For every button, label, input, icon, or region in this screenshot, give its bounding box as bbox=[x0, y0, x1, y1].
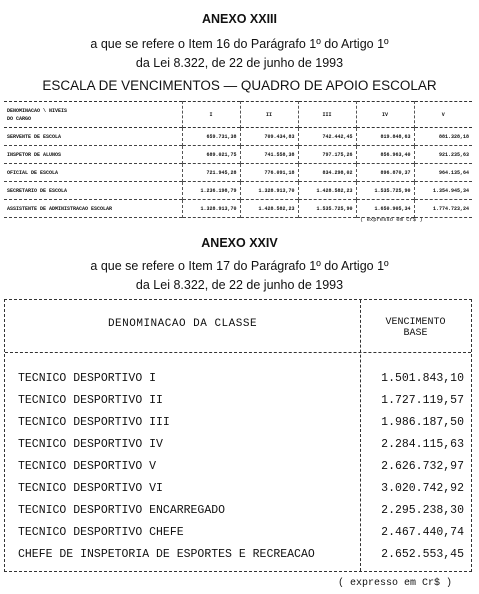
base-salary-cell: 2.652.553,45 bbox=[381, 548, 464, 561]
class-name-cell: TECNICO DESPORTIVO IV bbox=[18, 438, 163, 451]
salary-cell: 721.945,28 bbox=[182, 164, 240, 182]
salary-scale-table bbox=[4, 101, 472, 218]
salary-cell: 856.963,40 bbox=[356, 146, 414, 164]
job-title-cell: SERVENTE DE ESCOLA bbox=[7, 133, 62, 140]
table-row bbox=[5, 372, 471, 394]
salary-cell: 742.442,45 bbox=[298, 128, 356, 146]
table-row bbox=[5, 526, 471, 548]
salary-cell: 1.535.725,90 bbox=[356, 182, 414, 200]
salary-cell: 964.135,64 bbox=[414, 164, 472, 182]
class-name-cell: TECNICO DESPORTIVO II bbox=[18, 394, 163, 407]
salary-cell: 1.328.913,70 bbox=[240, 182, 298, 200]
base-salary-cell: 1.501.843,10 bbox=[381, 372, 464, 385]
salary-cell: 709.434,83 bbox=[240, 128, 298, 146]
job-title-cell: INSPETOR DE ALUNOS bbox=[7, 151, 62, 158]
salary-cell: 896.870,37 bbox=[356, 164, 414, 182]
header-denomination-line1: DENOMINACAO \ NIVEIS bbox=[7, 107, 68, 114]
base-salary-cell: 1.986.187,50 bbox=[381, 416, 464, 429]
level-header: I bbox=[182, 102, 240, 128]
base-salary-cell: 2.295.238,30 bbox=[381, 504, 464, 517]
annex-23-table-heading: ESCALA DE VENCIMENTOS — QUADRO DE APOIO ESCOLAR bbox=[42, 78, 437, 93]
base-salary-header-line2: BASE bbox=[403, 328, 428, 339]
annex-23-currency-note: ( expresso em Cr$ ) bbox=[360, 216, 423, 223]
table-row bbox=[5, 482, 471, 504]
base-salary-cell: 2.284.115,63 bbox=[381, 438, 464, 451]
base-salary-cell: 1.727.119,57 bbox=[381, 394, 464, 407]
annex-24-subtitle: a que se refere o Item 17 do Parágrafo 1º do Artigo 1º bbox=[90, 259, 389, 273]
annex-23-title: ANEXO XXIII bbox=[201, 12, 278, 26]
class-name-cell: TECNICO DESPORTIVO III bbox=[18, 416, 170, 429]
salary-cell: 881.328,18 bbox=[414, 128, 472, 146]
class-name-header: DENOMINACAO DA CLASSE bbox=[107, 318, 258, 330]
salary-cell: 1.236.198,79 bbox=[182, 182, 240, 200]
salary-cell: 921.235,63 bbox=[414, 146, 472, 164]
salary-cell: 659.731,38 bbox=[182, 128, 240, 146]
base-salary-header bbox=[360, 317, 471, 339]
base-salary-cell: 3.020.742,92 bbox=[381, 482, 464, 495]
salary-cell: 1.535.725,90 bbox=[298, 200, 356, 218]
salary-scale-header-denomination bbox=[4, 102, 182, 128]
job-title-cell: OFICIAL DE ESCOLA bbox=[7, 169, 59, 176]
base-salary-header-line1: VENCIMENTO bbox=[385, 317, 446, 328]
level-header: II bbox=[240, 102, 298, 128]
annex-24-title: ANEXO XXIV bbox=[201, 236, 278, 250]
level-header: IV bbox=[356, 102, 414, 128]
class-name-cell: TECNICO DESPORTIVO I bbox=[18, 372, 157, 385]
salary-cell: 1.428.582,23 bbox=[240, 200, 298, 218]
table-row bbox=[4, 128, 472, 146]
annex-23-law-reference: da Lei 8.322, de 22 de junho de 1993 bbox=[135, 56, 344, 70]
salary-cell: 741.558,38 bbox=[240, 146, 298, 164]
table-row bbox=[4, 182, 472, 200]
annex-23-subtitle: a que se refere o Item 16 do Parágrafo 1º do Artigo 1º bbox=[90, 37, 389, 51]
job-title-cell: SECRETARIO DE ESCOLA bbox=[7, 187, 68, 194]
salary-cell: 1.354.945,34 bbox=[414, 182, 472, 200]
salary-cell: 1.650.905,34 bbox=[356, 200, 414, 218]
salary-cell: 797.175,26 bbox=[298, 146, 356, 164]
table-row bbox=[4, 146, 472, 164]
class-name-cell: TECNICO DESPORTIVO ENCARREGADO bbox=[18, 504, 226, 517]
table-row bbox=[4, 164, 472, 182]
table-row bbox=[4, 200, 472, 218]
class-name-cell: TECNICO DESPORTIVO CHEFE bbox=[18, 526, 184, 539]
salary-cell: 1.774.723,24 bbox=[414, 200, 472, 218]
class-name-cell: TECNICO DESPORTIVO V bbox=[18, 460, 157, 473]
table-row bbox=[5, 438, 471, 460]
base-salary-table bbox=[4, 299, 472, 572]
header-divider bbox=[5, 352, 471, 353]
annex-24-law-reference: da Lei 8.322, de 22 de junho de 1993 bbox=[135, 278, 344, 292]
header-denomination-line2: DO CARGO bbox=[7, 115, 32, 122]
annex-24-currency-note: ( expresso em Cr$ ) bbox=[338, 578, 453, 589]
class-name-cell: CHEFE DE INSPETORIA DE ESPORTES E RECREACAO bbox=[18, 548, 315, 561]
table-row bbox=[5, 548, 471, 570]
table-row bbox=[5, 416, 471, 438]
base-salary-cell: 2.626.732,97 bbox=[381, 460, 464, 473]
salary-scale-header-row bbox=[4, 102, 472, 128]
salary-cell: 1.328.913,70 bbox=[182, 200, 240, 218]
class-name-cell: TECNICO DESPORTIVO VI bbox=[18, 482, 163, 495]
salary-cell: 834.298,02 bbox=[298, 164, 356, 182]
salary-cell: 1.428.582,23 bbox=[298, 182, 356, 200]
table-row bbox=[5, 394, 471, 416]
salary-cell: 689.021,75 bbox=[182, 146, 240, 164]
salary-cell: 819.848,63 bbox=[356, 128, 414, 146]
base-salary-cell: 2.467.440,74 bbox=[381, 526, 464, 539]
table-row bbox=[5, 460, 471, 482]
level-header: V bbox=[414, 102, 472, 128]
level-header: III bbox=[298, 102, 356, 128]
job-title-cell: ASSISTENTE DE ADMINISTRACAO ESCOLAR bbox=[7, 205, 113, 212]
table-row bbox=[5, 504, 471, 526]
salary-cell: 776.091,18 bbox=[240, 164, 298, 182]
